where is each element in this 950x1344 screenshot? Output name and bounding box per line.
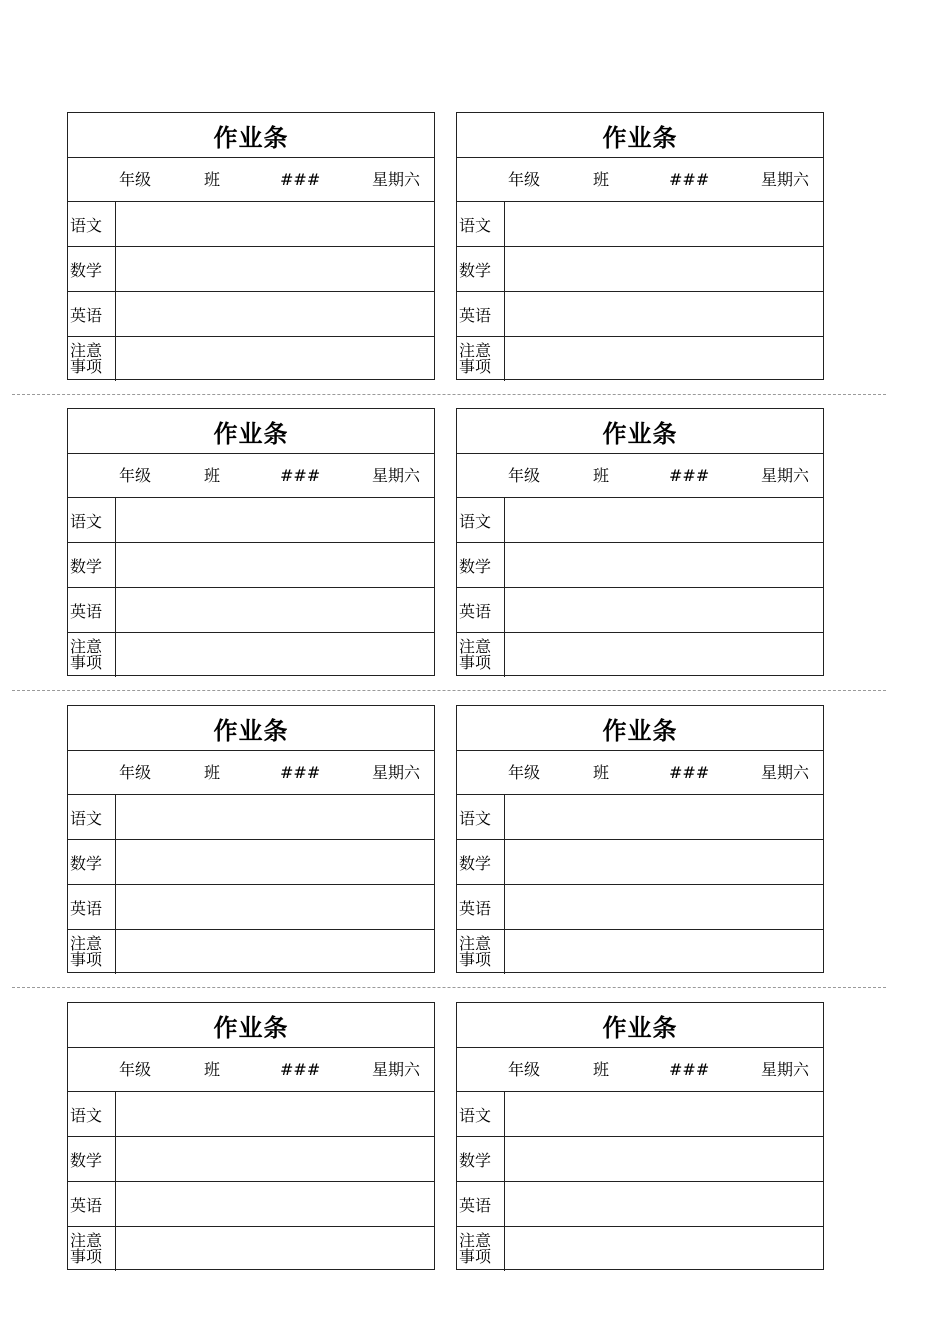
class-label: 班	[204, 1060, 221, 1079]
subject-label: 语文	[457, 498, 505, 542]
weekday-label: 星期六	[760, 466, 809, 485]
cut-line	[12, 987, 886, 988]
english-homework-field[interactable]	[116, 588, 434, 632]
notes-field[interactable]	[505, 1227, 823, 1271]
class-label: 班	[593, 763, 610, 782]
subject-label: 语文	[68, 202, 116, 246]
notes-field[interactable]	[505, 930, 823, 974]
grade-label: 年级	[508, 1060, 541, 1079]
info-row	[68, 158, 434, 202]
english-homework-field[interactable]	[505, 1182, 823, 1226]
card-title: 作业条	[68, 409, 434, 454]
notes-row	[68, 633, 434, 677]
subject-label: 数学	[457, 247, 505, 291]
math-homework-field[interactable]	[505, 543, 823, 587]
homework-card	[456, 112, 824, 380]
subject-label: 英语	[457, 588, 505, 632]
info-row	[68, 1048, 434, 1092]
subject-label: 语文	[68, 1092, 116, 1136]
class-label: 班	[593, 466, 610, 485]
subject-row-english	[68, 292, 434, 337]
homework-card	[456, 408, 824, 676]
notes-label: 注意 事项	[68, 1227, 116, 1271]
math-homework-field[interactable]	[116, 247, 434, 291]
homework-card	[67, 1002, 435, 1270]
subject-label: 语文	[457, 795, 505, 839]
english-homework-field[interactable]	[116, 1182, 434, 1226]
math-homework-field[interactable]	[505, 840, 823, 884]
weekday-label: 星期六	[760, 763, 809, 782]
subject-label: 数学	[457, 543, 505, 587]
chinese-homework-field[interactable]	[505, 498, 823, 542]
notes-label: 注意 事项	[457, 1227, 505, 1271]
class-label: 班	[204, 466, 221, 485]
class-label: 班	[593, 170, 610, 189]
grade-label: 年级	[119, 466, 152, 485]
chinese-homework-field[interactable]	[116, 202, 434, 246]
notes-row	[457, 1227, 823, 1271]
date-value: ###	[669, 466, 710, 485]
class-label: 班	[204, 170, 221, 189]
subject-label: 数学	[68, 247, 116, 291]
subject-row-chinese	[457, 202, 823, 247]
subject-label: 语文	[68, 498, 116, 542]
subject-label: 数学	[68, 840, 116, 884]
notes-row	[457, 633, 823, 677]
card-title: 作业条	[457, 113, 823, 158]
grade-label: 年级	[508, 170, 541, 189]
subject-row-math	[457, 543, 823, 588]
weekday-label: 星期六	[760, 1060, 809, 1079]
subject-label: 英语	[457, 885, 505, 929]
notes-field[interactable]	[116, 633, 434, 677]
subject-row-english	[68, 885, 434, 930]
info-row	[457, 454, 823, 498]
homework-card	[67, 705, 435, 973]
grade-label: 年级	[119, 170, 152, 189]
chinese-homework-field[interactable]	[505, 202, 823, 246]
info-row	[68, 454, 434, 498]
chinese-homework-field[interactable]	[116, 795, 434, 839]
notes-label: 注意 事项	[68, 633, 116, 677]
math-homework-field[interactable]	[505, 1137, 823, 1181]
chinese-homework-field[interactable]	[505, 1092, 823, 1136]
date-value: ###	[280, 170, 321, 189]
english-homework-field[interactable]	[505, 588, 823, 632]
subject-label: 英语	[68, 885, 116, 929]
english-homework-field[interactable]	[116, 292, 434, 336]
subject-label: 语文	[457, 202, 505, 246]
notes-row	[457, 337, 823, 381]
notes-label: 注意 事项	[457, 633, 505, 677]
subject-label: 英语	[68, 1182, 116, 1226]
subject-row-english	[68, 1182, 434, 1227]
subject-row-chinese	[68, 202, 434, 247]
subject-row-english	[457, 588, 823, 633]
math-homework-field[interactable]	[116, 543, 434, 587]
subject-row-english	[457, 885, 823, 930]
date-value: ###	[669, 763, 710, 782]
notes-field[interactable]	[116, 930, 434, 974]
notes-label: 注意 事项	[457, 337, 505, 381]
notes-label: 注意 事项	[68, 337, 116, 381]
weekday-label: 星期六	[371, 466, 420, 485]
weekday-label: 星期六	[371, 763, 420, 782]
card-title: 作业条	[457, 1003, 823, 1048]
notes-row	[457, 930, 823, 974]
subject-row-chinese	[68, 795, 434, 840]
subject-label: 语文	[68, 795, 116, 839]
subject-row-english	[457, 1182, 823, 1227]
date-value: ###	[669, 1060, 710, 1079]
subject-row-math	[457, 840, 823, 885]
subject-row-english	[68, 588, 434, 633]
notes-row	[68, 930, 434, 974]
math-homework-field[interactable]	[505, 247, 823, 291]
subject-row-math	[68, 1137, 434, 1182]
subject-row-chinese	[457, 1092, 823, 1137]
info-row	[457, 751, 823, 795]
card-title: 作业条	[457, 409, 823, 454]
grade-label: 年级	[508, 763, 541, 782]
card-title: 作业条	[68, 706, 434, 751]
homework-card	[67, 408, 435, 676]
weekday-label: 星期六	[371, 1060, 420, 1079]
card-title: 作业条	[68, 113, 434, 158]
grade-label: 年级	[119, 763, 152, 782]
subject-label: 英语	[68, 588, 116, 632]
date-value: ###	[280, 1060, 321, 1079]
chinese-homework-field[interactable]	[116, 498, 434, 542]
class-label: 班	[204, 763, 221, 782]
math-homework-field[interactable]	[116, 1137, 434, 1181]
weekday-label: 星期六	[371, 170, 420, 189]
subject-row-chinese	[457, 795, 823, 840]
chinese-homework-field[interactable]	[116, 1092, 434, 1136]
subject-row-math	[457, 247, 823, 292]
homework-card	[456, 705, 824, 973]
notes-field[interactable]	[505, 633, 823, 677]
notes-row	[68, 1227, 434, 1271]
english-homework-field[interactable]	[505, 885, 823, 929]
cut-line	[12, 690, 886, 691]
homework-card	[456, 1002, 824, 1270]
grade-label: 年级	[119, 1060, 152, 1079]
cut-line	[12, 394, 886, 395]
subject-label: 英语	[457, 292, 505, 336]
subject-label: 数学	[68, 543, 116, 587]
math-homework-field[interactable]	[116, 840, 434, 884]
notes-field[interactable]	[116, 1227, 434, 1271]
info-row	[68, 751, 434, 795]
notes-field[interactable]	[505, 337, 823, 381]
date-value: ###	[280, 466, 321, 485]
english-homework-field[interactable]	[116, 885, 434, 929]
chinese-homework-field[interactable]	[505, 795, 823, 839]
card-title: 作业条	[457, 706, 823, 751]
card-title: 作业条	[68, 1003, 434, 1048]
class-label: 班	[593, 1060, 610, 1079]
english-homework-field[interactable]	[505, 292, 823, 336]
subject-label: 英语	[68, 292, 116, 336]
date-value: ###	[280, 763, 321, 782]
subject-row-english	[457, 292, 823, 337]
subject-row-math	[68, 543, 434, 588]
notes-label: 注意 事项	[68, 930, 116, 974]
subject-row-math	[68, 247, 434, 292]
subject-label: 数学	[457, 840, 505, 884]
subject-row-chinese	[68, 498, 434, 543]
subject-label: 语文	[457, 1092, 505, 1136]
notes-label: 注意 事项	[457, 930, 505, 974]
subject-label: 英语	[457, 1182, 505, 1226]
info-row	[457, 1048, 823, 1092]
notes-field[interactable]	[116, 337, 434, 381]
grade-label: 年级	[508, 466, 541, 485]
subject-row-math	[457, 1137, 823, 1182]
homework-card	[67, 112, 435, 380]
subject-row-math	[68, 840, 434, 885]
subject-label: 数学	[68, 1137, 116, 1181]
subject-row-chinese	[68, 1092, 434, 1137]
subject-row-chinese	[457, 498, 823, 543]
info-row	[457, 158, 823, 202]
subject-label: 数学	[457, 1137, 505, 1181]
date-value: ###	[669, 170, 710, 189]
notes-row	[68, 337, 434, 381]
weekday-label: 星期六	[760, 170, 809, 189]
